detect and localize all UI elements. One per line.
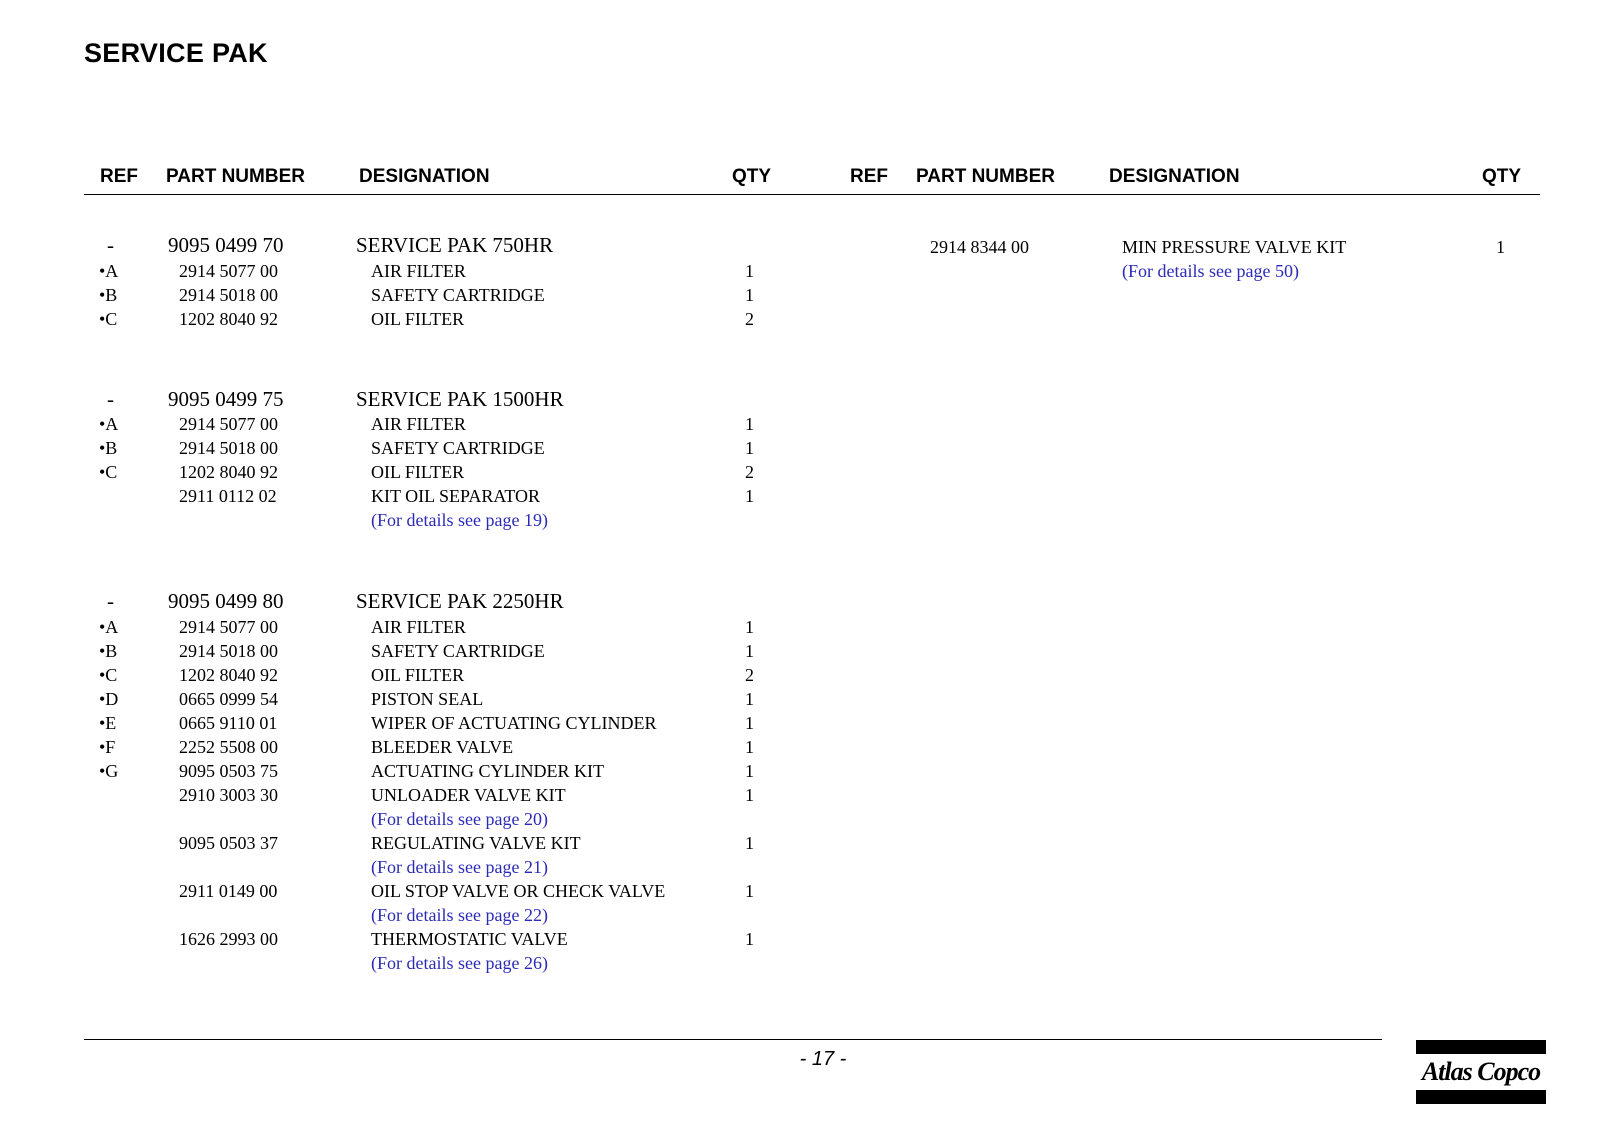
header-ref-left: REF: [100, 166, 138, 187]
qty-cell: 2: [745, 665, 754, 685]
designation-cell: BLEEDER VALVE: [371, 737, 514, 757]
designation-cell: UNLOADER VALVE KIT: [371, 785, 566, 805]
details-reference-note: (For details see page 20): [371, 809, 548, 829]
ref-cell: •C: [99, 462, 118, 482]
part-number-cell: 2914 5018 00: [179, 438, 278, 458]
ref-cell: -: [107, 233, 114, 257]
ref-cell: -: [107, 387, 114, 411]
details-reference-note: (For details see page 22): [371, 905, 548, 925]
designation-cell: REGULATING VALVE KIT: [371, 833, 581, 853]
part-number-cell: 2914 5077 00: [179, 617, 278, 637]
footer-divider: [84, 1039, 1382, 1040]
designation-cell: SAFETY CARTRIDGE: [371, 641, 545, 661]
ref-cell: •E: [99, 713, 117, 733]
qty-cell: 1: [745, 486, 754, 506]
header-ref-right: REF: [850, 166, 888, 187]
part-number-cell: 0665 0999 54: [179, 689, 278, 709]
ref-cell: •C: [99, 665, 118, 685]
part-number-cell: 2252 5508 00: [179, 737, 278, 757]
qty-cell: 1: [745, 641, 754, 661]
designation-cell: OIL FILTER: [371, 309, 465, 329]
designation-cell: SERVICE PAK 1500HR: [356, 387, 564, 411]
logo-bar-bottom: [1416, 1090, 1546, 1104]
ref-cell: -: [107, 589, 114, 613]
page-title: SERVICE PAK: [84, 38, 268, 68]
designation-cell: SAFETY CARTRIDGE: [371, 285, 545, 305]
part-number-cell: 9095 0503 75: [179, 761, 278, 781]
ref-cell: •B: [99, 285, 118, 305]
part-number-cell: 2911 0112 02: [179, 486, 277, 506]
designation-cell: SAFETY CARTRIDGE: [371, 438, 545, 458]
designation-cell: ACTUATING CYLINDER KIT: [371, 761, 604, 781]
qty-cell: 1: [745, 713, 754, 733]
qty-cell: 1: [1496, 237, 1505, 257]
ref-cell: •A: [99, 261, 119, 281]
part-number-cell: 1202 8040 92: [179, 309, 278, 329]
ref-cell: •A: [99, 414, 119, 434]
qty-cell: 1: [745, 833, 754, 853]
designation-cell: OIL FILTER: [371, 665, 465, 685]
ref-cell: •F: [99, 737, 116, 757]
part-number-cell: 2910 3003 30: [179, 785, 278, 805]
ref-cell: •D: [99, 689, 119, 709]
qty-cell: 2: [745, 462, 754, 482]
qty-cell: 1: [745, 414, 754, 434]
designation-cell: AIR FILTER: [371, 617, 466, 637]
details-reference-note: (For details see page 50): [1122, 261, 1299, 281]
part-number-cell: 1202 8040 92: [179, 462, 278, 482]
ref-cell: •B: [99, 641, 118, 661]
qty-cell: 1: [745, 929, 754, 949]
designation-cell: AIR FILTER: [371, 414, 466, 434]
designation-cell: KIT OIL SEPARATOR: [371, 486, 541, 506]
part-number-cell: 1626 2993 00: [179, 929, 278, 949]
qty-cell: 1: [745, 785, 754, 805]
part-number-cell: 9095 0499 70: [168, 233, 284, 257]
ref-cell: •B: [99, 438, 118, 458]
qty-cell: 1: [745, 438, 754, 458]
designation-cell: SERVICE PAK 2250HR: [356, 589, 564, 613]
qty-cell: 1: [745, 285, 754, 305]
part-number-cell: 9095 0499 75: [168, 387, 284, 411]
header-qty-right: QTY: [1482, 166, 1522, 187]
part-number-cell: 2914 5018 00: [179, 285, 278, 305]
qty-cell: 1: [745, 689, 754, 709]
qty-cell: 2: [745, 309, 754, 329]
header-part-number-left: PART NUMBER: [166, 166, 305, 187]
designation-cell: PISTON SEAL: [371, 689, 484, 709]
ref-cell: •C: [99, 309, 118, 329]
header-designation-left: DESIGNATION: [359, 166, 490, 187]
part-number-cell: 2914 5077 00: [179, 414, 278, 434]
logo-text: Atlas Copco: [1421, 1057, 1541, 1086]
part-number-cell: 9095 0503 37: [179, 833, 278, 853]
header-qty-left: QTY: [732, 166, 772, 187]
atlas-copco-logo: [1416, 1040, 1546, 1104]
designation-cell: WIPER OF ACTUATING CYLINDER: [371, 713, 657, 733]
page-number: - 17 -: [799, 1048, 847, 1070]
qty-cell: 1: [745, 617, 754, 637]
header-designation-right: DESIGNATION: [1109, 166, 1240, 187]
logo-bar-top: [1416, 1040, 1546, 1054]
part-number-cell: 2914 5077 00: [179, 261, 278, 281]
details-reference-note: (For details see page 26): [371, 953, 548, 973]
qty-cell: 1: [745, 761, 754, 781]
designation-cell: SERVICE PAK 750HR: [356, 233, 554, 257]
details-reference-note: (For details see page 21): [371, 857, 548, 877]
ref-cell: •G: [99, 761, 119, 781]
designation-cell: MIN PRESSURE VALVE KIT: [1122, 237, 1347, 257]
part-number-cell: 2914 8344 00: [930, 237, 1029, 257]
part-number-cell: 1202 8040 92: [179, 665, 278, 685]
qty-cell: 1: [745, 261, 754, 281]
details-reference-note: (For details see page 19): [371, 510, 548, 530]
designation-cell: AIR FILTER: [371, 261, 466, 281]
qty-cell: 1: [745, 737, 754, 757]
header-divider: [84, 194, 1540, 195]
designation-cell: OIL FILTER: [371, 462, 465, 482]
part-number-cell: 0665 9110 01: [179, 713, 278, 733]
ref-cell: •A: [99, 617, 119, 637]
qty-cell: 1: [745, 881, 754, 901]
designation-cell: THERMOSTATIC VALVE: [371, 929, 568, 949]
part-number-cell: 9095 0499 80: [168, 589, 284, 613]
part-number-cell: 2914 5018 00: [179, 641, 278, 661]
designation-cell: OIL STOP VALVE OR CHECK VALVE: [371, 881, 666, 901]
part-number-cell: 2911 0149 00: [179, 881, 278, 901]
header-part-number-right: PART NUMBER: [916, 166, 1055, 187]
